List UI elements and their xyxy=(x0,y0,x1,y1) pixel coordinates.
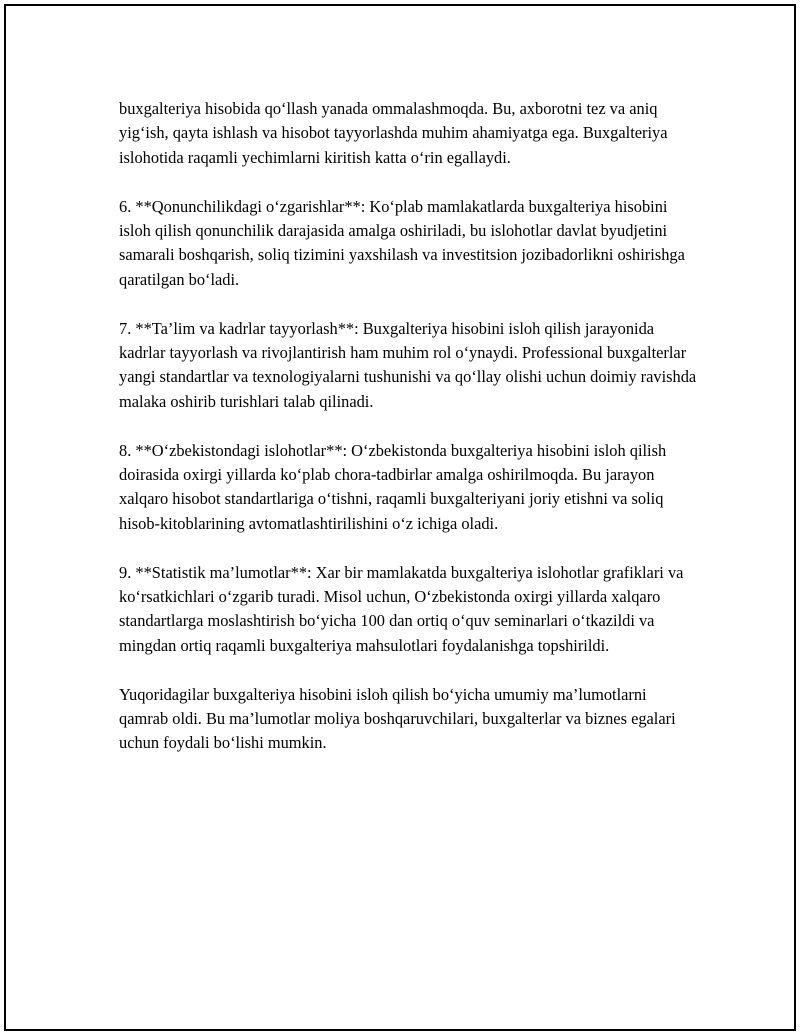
paragraph-item-7: 7. **Ta’lim va kadrlar tayyorlash**: Buxgalteriya hisobini isloh qilish jarayonida kadrlar tayyorlash va rivojlantirish ham muhim rol o‘ynaydi. Professional buxgalterlar yangi standartlar va texnologiyalarni tushunishi va qo‘llay olishi uchun doimiy ravishda malaka oshirib turishlari talab qilinadi. xyxy=(119,318,697,411)
paragraph-item-8: 8. **O‘zbekistondagi islohotlar**: O‘zbekistonda buxgalteriya hisobini isloh qilish doirasida oxirgi yillarda ko‘plab chora-tadbirlar amalga oshirilmoqda. Bu jarayon xalqaro hisobot standartlariga o‘tishni, raqamli buxgalteriyani joriy etishni va soliq hisob-kitoblarining avtomatlashtirilishini o‘z ichiga oladi. xyxy=(119,440,667,533)
paragraph-item-6: 6. **Qonunchilikdagi o‘zgarishlar**: Ko‘plab mamlakatlarda buxgalteriya hisobini isloh qilish qonunchilik darajasida amalga oshiriladi, bu islohotlar davlat byudjetini samarali boshqarish, soliq tizimini yaxshilash va investitsion jozibadorlikni oshirishga qaratilgan bo‘ladi. xyxy=(119,196,685,289)
paragraph-conclusion: Yuqoridagilar buxgalteriya hisobini isloh qilish bo‘yicha umumiy ma’lumotlarni qamrab oldi. Bu ma’lumotlar moliya boshqaruvchilari, buxgalterlar va biznes egalari uchun foydali bo‘lishi mumkin. xyxy=(119,684,676,753)
paragraph-intro-continuation: buxgalteriya hisobida qo‘llash yanada ommalashmoqda. Bu, axborotni tez va aniq yig‘ish, qayta ishlash va hisobot tayyorlashda muhim ahamiyatga ega. Buxgalteriya islohotida raqamli yechimlarni kiritish katta o‘rin egallaydi. xyxy=(119,99,668,167)
page-frame xyxy=(4,4,796,1031)
document-body xyxy=(119,97,699,756)
paragraph-item-9: 9. **Statistik ma’lumotlar**: Xar bir mamlakatda buxgalteriya islohotlar grafiklari va ko‘rsatkichlari o‘zgarib turadi. Misol uchun, O‘zbekistonda oxirgi yillarda xalqaro standartlarga moslashtirish bo‘yicha 100 dan ortiq o‘quv seminarlari o‘tkazildi va mingdan ortiq raqamli buxgalteriya mahsulotlari foydalanishga topshirildi. xyxy=(119,562,684,655)
